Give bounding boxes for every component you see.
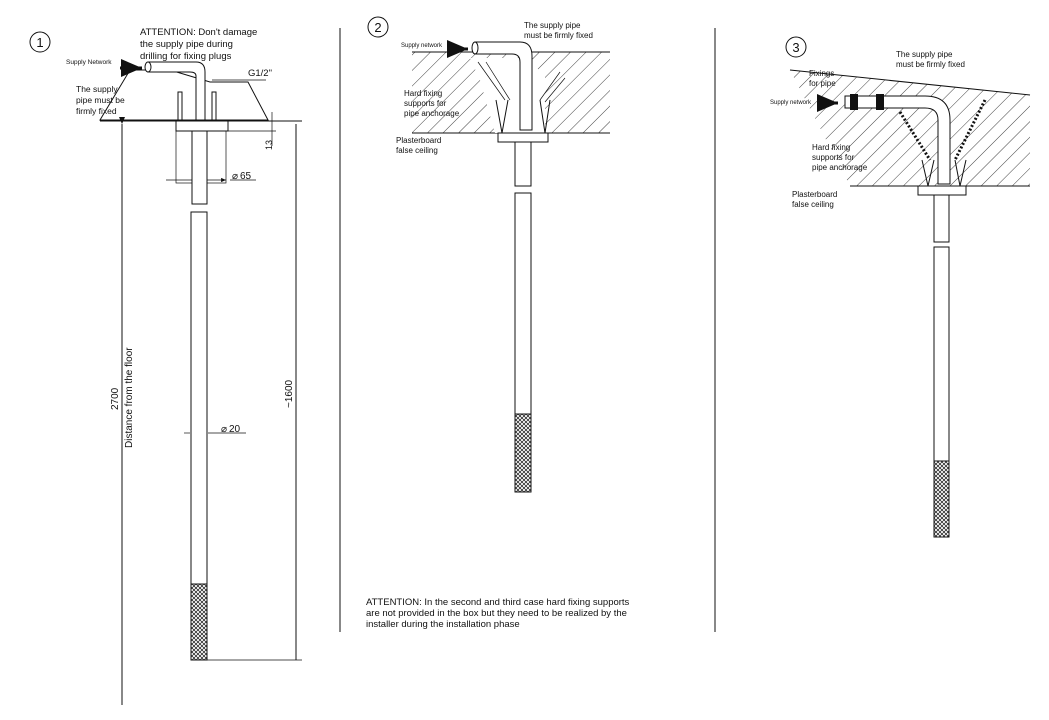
ceiling-label-2: Plasterboard false ceiling (396, 136, 442, 155)
ceiling-label-3: Plasterboard false ceiling (792, 190, 838, 209)
panel-1 (30, 27, 302, 705)
dim-20: 20 (229, 424, 241, 435)
ceiling-flange-3 (918, 186, 966, 195)
fixings-label: Fixings for pipe (809, 69, 836, 88)
pipe-fixing-1 (850, 94, 858, 110)
thread-label: G1/2" (248, 68, 272, 79)
fixed-note-3: The supply pipe must be firmly fixed (896, 50, 965, 69)
hard-fixing-label-2: Hard fixing supports for pipe anchorage (404, 89, 460, 118)
panel-2 (368, 17, 610, 492)
shower-arm-upper-1 (192, 131, 207, 204)
footer-attention-note: ATTENTION: In the second and third case hard fixing supports are not provided in the box but they need to be realized by the installer during the installation phase (366, 597, 630, 630)
floor-distance-label: Distance from the floor (124, 347, 135, 448)
fixing-plug-right (212, 92, 216, 120)
panel-3 (770, 37, 1030, 537)
fixing-plug-left (178, 92, 182, 120)
ceiling-flange-1 (176, 121, 228, 131)
ceiling-flange-2 (498, 133, 548, 142)
svg-text:2: 2 (374, 20, 382, 35)
supply-network-label: Supply Network (66, 59, 112, 66)
dim-2700: 2700 (110, 387, 121, 410)
dim-13: 13 (264, 139, 274, 150)
pipe-fixing-2 (876, 94, 884, 110)
svg-text:⌀: ⌀ (221, 424, 228, 435)
dim-65-symbol: ⌀ (232, 171, 239, 182)
fixed-note-2: The supply pipe must be firmly fixed (524, 21, 593, 40)
dim-1600: ~1600 (284, 379, 295, 408)
mesh-grip-3 (934, 461, 949, 537)
mesh-grip-1 (191, 584, 207, 660)
attention-note: ATTENTION: Don't damage the supply pipe during drilling for fixing plugs (140, 27, 258, 62)
dim-65: 65 (240, 171, 252, 182)
fixed-note-1: The supply pipe must be firmly fixed (76, 84, 125, 116)
svg-text:Supply network: Supply network (770, 100, 812, 106)
mesh-grip-2 (515, 414, 531, 492)
supply-pipe-1 (148, 62, 205, 120)
svg-text:3: 3 (792, 40, 800, 55)
step-1-number: 1 (36, 35, 44, 50)
hard-fixing-label-3: Hard fixing supports for pipe anchorage (812, 143, 868, 172)
svg-text:Supply network: Supply network (401, 43, 443, 49)
